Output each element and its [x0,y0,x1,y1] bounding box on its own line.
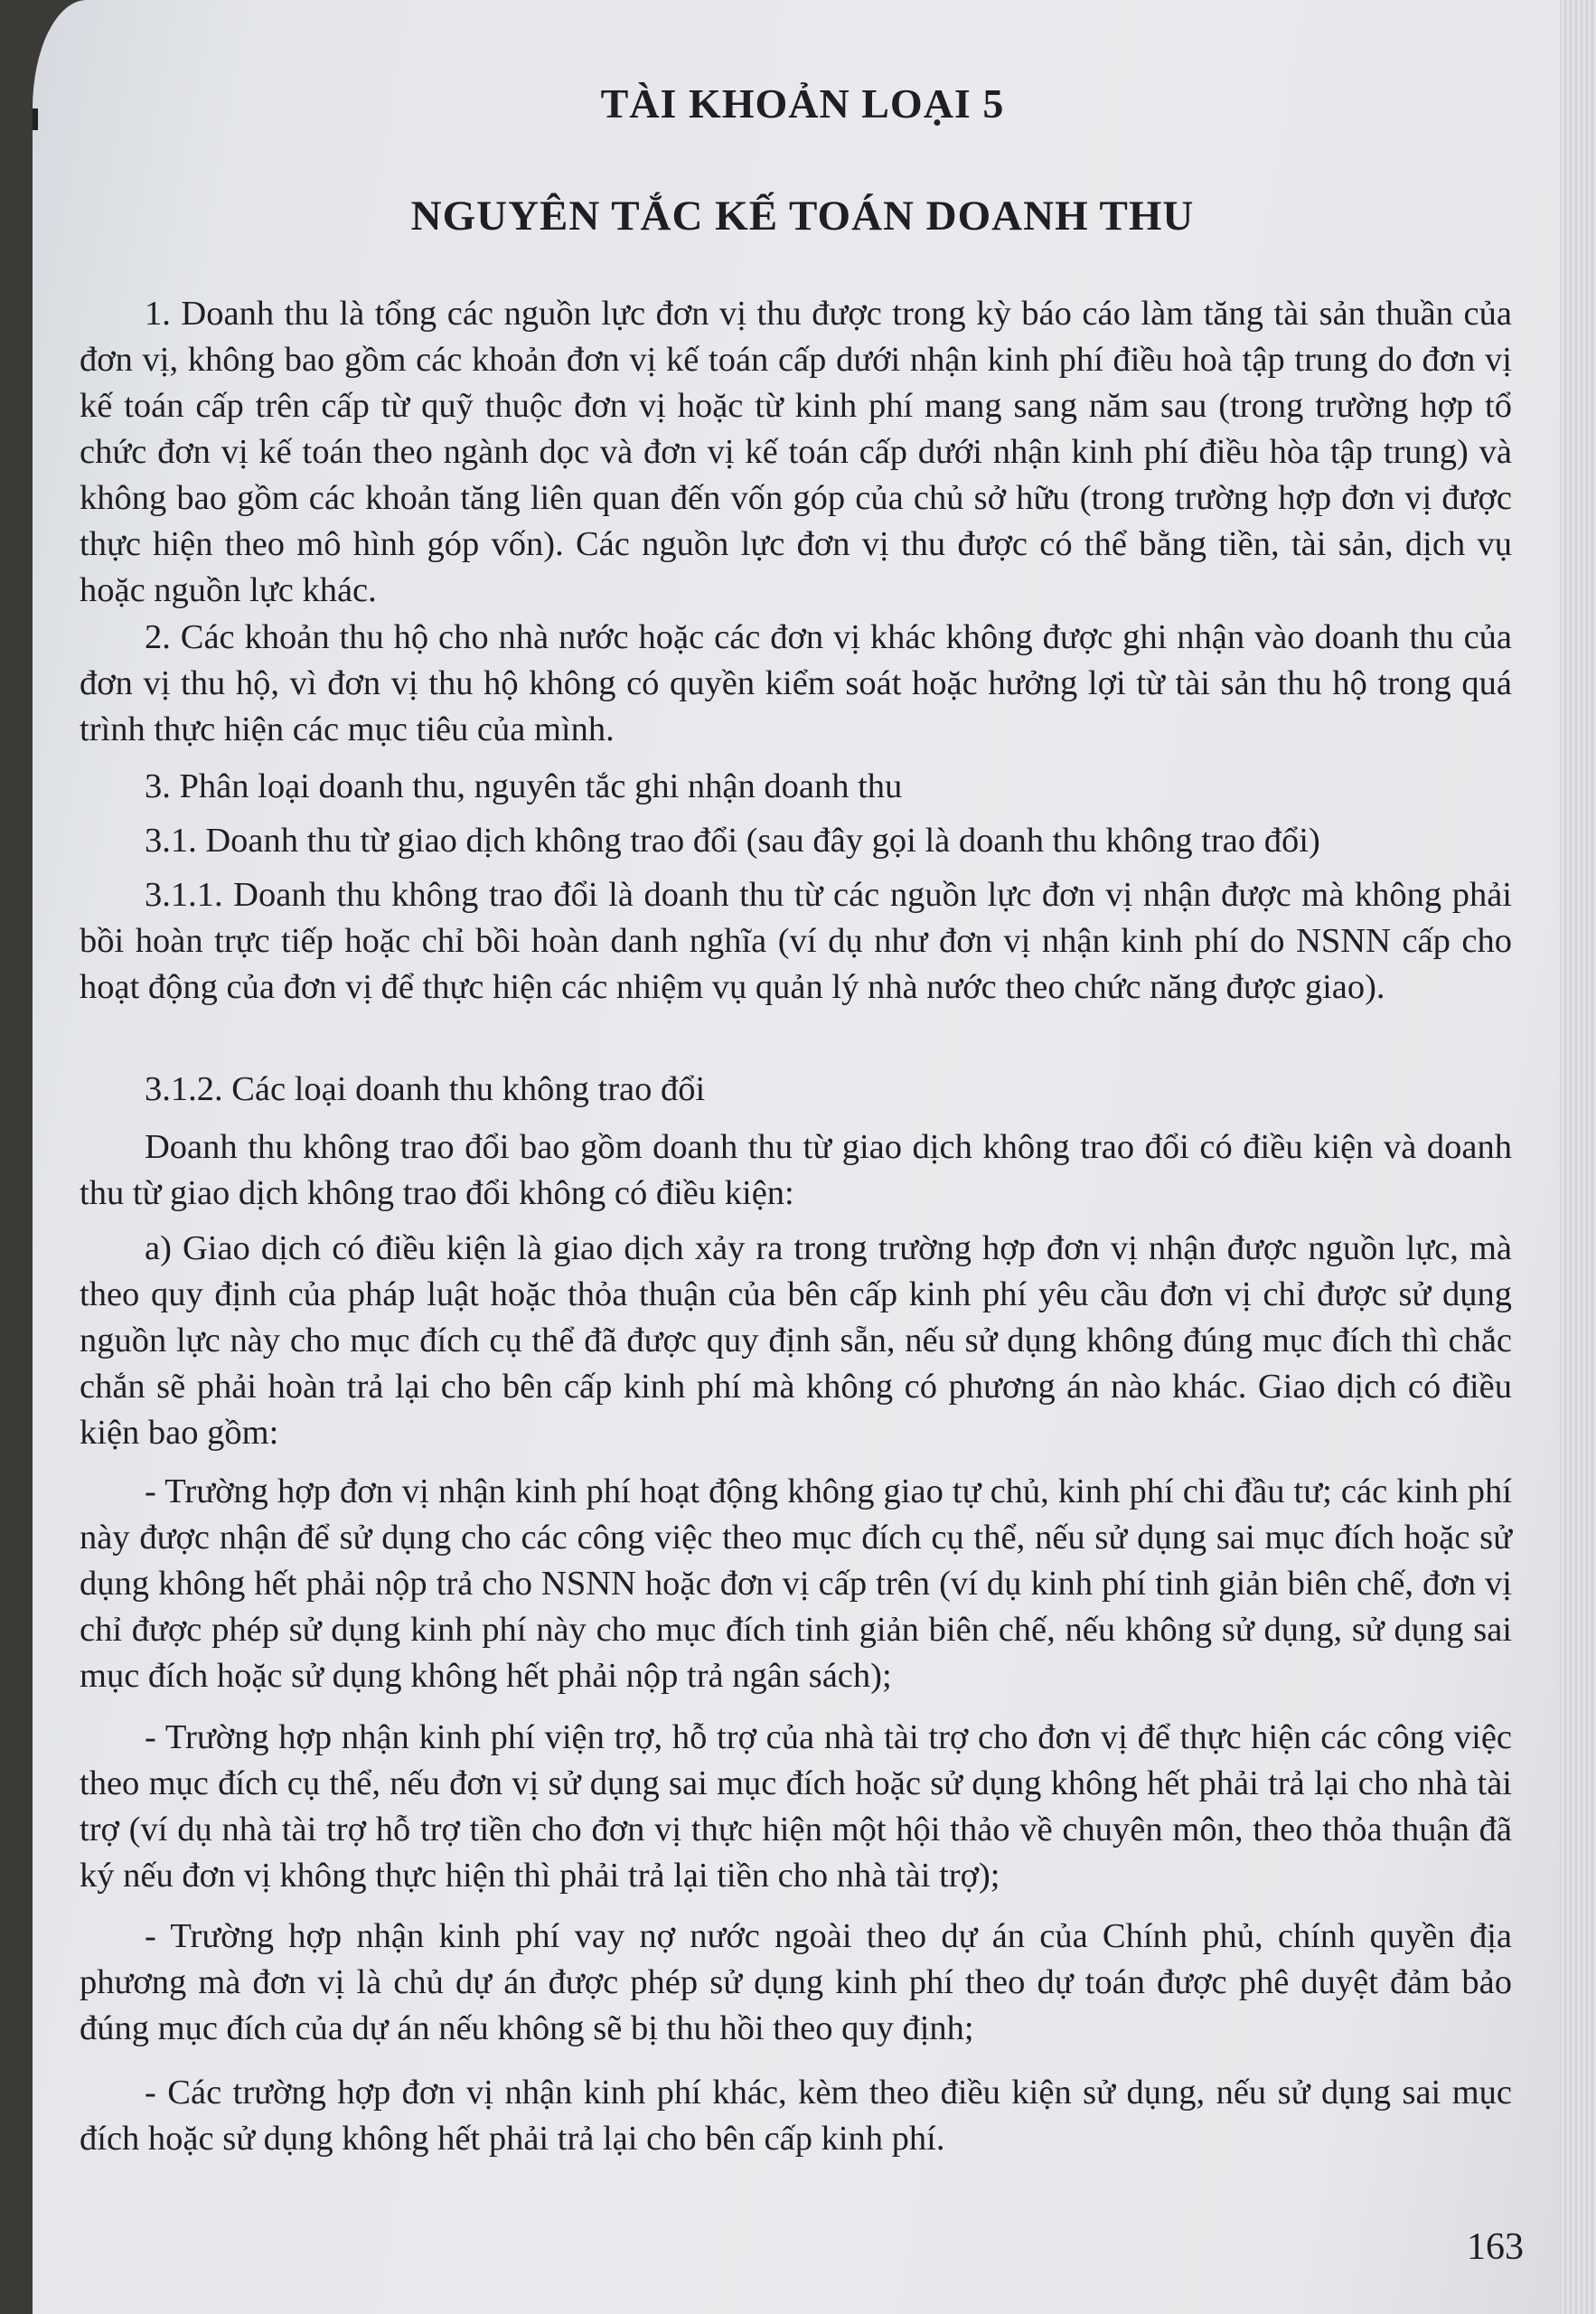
paragraph-3-1-heading: 3.1. Doanh thu từ giao dịch không trao đổi (sau đây gọi là doanh thu không trao đổi) [145,822,1320,860]
paragraph-bullet-4: - Các trường hợp đơn vị nhận kinh phí khác, kèm theo điều kiện sử dụng, nếu sử dụng sai mục đích hoặc sử dụng không hết phải trả lại cho bên cấp kinh phí. [80,2074,1512,2158]
page-number: 163 [1467,2226,1524,2268]
paragraph-types-intro: Doanh thu không trao đổi bao gồm doanh thu từ giao dịch không trao đổi có điều kiện và doanh thu từ giao dịch không trao đổi không có điều kiện: [80,1128,1512,1212]
paragraph-1: 1. Doanh thu là tổng các nguồn lực đơn vị thu được trong kỳ báo cáo làm tăng tài sản thuần của đơn vị, không bao gồm các khoản đơn vị kế toán cấp dưới nhận kinh phí điều hoà tập trung do đơn vị kế toán cấp trên cấp từ quỹ thuộc đơn vị hoặc từ kinh phí mang sang năm sau (trong trường hợp tổ chức đơn vị kế toán theo ngành dọc và đơn vị kế toán cấp dưới nhận kinh phí điều hòa tập trung) và không bao gồm các khoản tăng liên quan đến vốn góp của chủ sở hữu (trong trường hợp đơn vị được thực hiện theo mô hình góp vốn). Các nguồn lực đơn vị thu được có thể bằng tiền, tài sản, dịch vụ hoặc nguồn lực khác. [80,295,1512,609]
paragraph-3-heading: 3. Phân loại doanh thu, nguyên tắc ghi nhận doanh thu [145,767,903,805]
page-stack-edge [1560,0,1596,2314]
paragraph-conditional-a: a) Giao dịch có điều kiện là giao dịch xảy ra trong trường hợp đơn vị nhận được nguồn lực, mà theo quy định của pháp luật hoặc thỏa thuận của bên cấp kinh phí yêu cầu đơn vị chỉ được sử dụng nguồn lực này cho mục đích cụ thể đã được quy định sẵn, nếu sử dụng không đúng mục đích thì chắc chắn sẽ phải hoàn trả lại cho bên cấp kinh phí mà không có phương án nào khác. Giao dịch có điều kiện bao gồm: [80,1229,1512,1452]
paragraph-3-1-1: 3.1.1. Doanh thu không trao đổi là doanh thu từ các nguồn lực đơn vị nhận được mà không phải bồi hoàn trực tiếp hoặc chỉ bồi hoàn danh nghĩa (ví dụ như đơn vị nhận kinh phí do NSNN cấp cho hoạt động của đơn vị để thực hiện các nhiệm vụ quản lý nhà nước theo chức năng được giao). [80,876,1512,1006]
section-title: NGUYÊN TẮC KẾ TOÁN DOANH THU [410,193,1195,240]
paragraph-bullet-3: - Trường hợp nhận kinh phí vay nợ nước ngoài theo dự án của Chính phủ, chính quyền địa phương mà đơn vị là chủ dự án được phép sử dụng kinh phí theo dự toán được phê duyệt đảm bảo đúng mục đích của dự án nếu không sẽ bị thu hồi theo quy định; [80,1917,1512,2047]
spine-mark [33,108,38,130]
book-page [33,0,1596,2314]
paragraph-bullet-1: - Trường hợp đơn vị nhận kinh phí hoạt động không giao tự chủ, kinh phí chi đầu tư; các kinh phí này được nhận để sử dụng cho các công việc theo mục đích cụ thể, nếu sử dụng sai mục đích hoặc sử dụng không hết phải nộp trả cho NSNN hoặc đơn vị cấp trên (ví dụ kinh phí tinh giản biên chế, đơn vị chỉ được phép sử dụng kinh phí này cho mục đích tinh giản biên chế, nếu không sử dụng, sử dụng sai mục đích hoặc sử dụng không hết phải nộp trả ngân sách); [80,1472,1512,1695]
paragraph-3-1-2-heading: 3.1.2. Các loại doanh thu không trao đổi [145,1070,706,1108]
paragraph-bullet-2: - Trường hợp nhận kinh phí viện trợ, hỗ trợ của nhà tài trợ cho đơn vị để thực hiện các công việc theo mục đích cụ thể, nếu đơn vị sử dụng sai mục đích hoặc sử dụng không hết phải trả lại cho nhà tài trợ (ví dụ nhà tài trợ hỗ trợ tiền cho đơn vị thực hiện một hội thảo về chuyên môn, theo thỏa thuận đã ký nếu đơn vị không thực hiện thì phải trả lại tiền cho nhà tài trợ); [80,1718,1512,1895]
account-type-heading: TÀI KHOẢN LOẠI 5 [600,80,1005,127]
paragraph-2: 2. Các khoản thu hộ cho nhà nước hoặc các đơn vị khác không được ghi nhận vào doanh thu của đơn vị thu hộ, vì đơn vị thu hộ không có quyền kiểm soát hoặc hưởng lợi từ tài sản thu hộ trong quá trình thực hiện các mục tiêu của mình. [80,618,1512,748]
